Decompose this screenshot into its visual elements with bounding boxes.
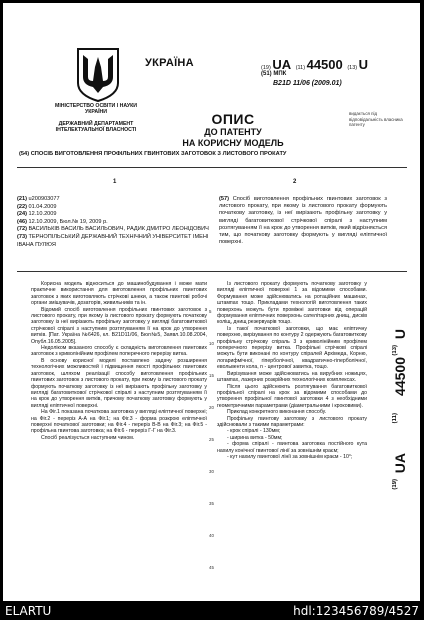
country-code: UA <box>272 57 292 72</box>
trident-emblem-icon <box>75 47 121 103</box>
handle-label: hdl:123456789/4527 <box>293 604 419 618</box>
line-number: 10 <box>209 341 214 346</box>
line-number: 35 <box>209 501 214 506</box>
paragraph: Приклад конкретного виконання способу. <box>227 409 327 416</box>
bibliographic-data <box>17 196 213 249</box>
line-number: 25 <box>209 437 214 442</box>
line-number: 45 <box>209 565 214 570</box>
paragraph: Недоліком вказаного способу є складність виготовлення гвинтових заготовок з криволінійним профілем поперечного перерізу витка. <box>31 345 207 358</box>
description-column-2 <box>217 281 367 460</box>
line-number: 15 <box>209 373 214 378</box>
patent-codes <box>261 57 368 72</box>
paragraph: Після цього здійснюють розтягування багатовиткової профільної спіралі на крок за відомими способами до утворення профільної гвинтової заготовки 4 з необхідними геометричними параметрами (діаметральними і кроковими). <box>217 383 367 409</box>
patent-page: УКРАЇНА МІНІСТЕРСТВО ОСВІТИ І НАУКИ УКРАЇНИ ДЕРЖАВНИЙ ДЕПАРТАМЕНТ ІНТЕЛЕКТУАЛЬНОЇ ВЛАСНОСТІ (19) UA (11) 44500 (13) U (51) МПК B21D 11/06 (2009.01) ОПИС ДО ПАТЕНТУ НА КОРИСНУ МОДЕЛЬ видається під відповідальність власника патенту (54) СПОСІБ ВИГОТОВЛЕННЯ ПРОФІЛЬНИХ ГВИНТОВИХ ЗАГОТОВОК З ЛИСТОВОГО ПРОКАТУ 1 2 (21) u200903077 (22) 01.04.2009 (24) 12.10.2009 (46) 12.10.2009, Бюл.№ 19, 2009 р. (72) ВАСИЛЬКІВ ВАСИЛЬ ВАСИЛЬОВИЧ, РАДИК ДМИТРО ЛЕОНІДОВИЧ (73) ТЕРНОПІЛЬСЬКИЙ ДЕРЖАВНИЙ ТЕХНІЧНИЙ УНІВЕРСИТЕТ ІМЕНІ ІВАНА ПУЛЮЯ (57) Спосіб виготовлення профільних гвинтових заготовок з листового прокату, при якому із листового прокату формують початкову заготовку, із неї вирізають профільну заготовку у вигляді багатовиткової стрічкової спіралі з наступним розтягуванням її на крок до утворення витків, який відрізняється тим, що початкову заготовку формують у вигляді еліптичної поверхні. Корисна модель відноситься до машинобудування і може мати практичне використання для виготовлення профільних гвинтових заготовок з яких виготовляють стрічкові шнеки, а також гвинтові робочі органи змішувачів, дозаторів, живильників та ін. Відомий спосіб виготовлення профільних гвинтових заготовок з листового прокату, при якому із листового прокату формують початкову заготовку із неї вирізають профільну заготовку у вигляді багатовиткової стрічкової спіралі з наступним розтягуванням її на крок до утворення витків. [Пат. Україна №6426, кл. B21D11/06, Бюл№5, Заявл.10.08.2004, Опубл.16.05.2005]. Недоліком вказаного способу є складність виготовлення гвинтових заготовок з криволінійним профілем поперечного перерізу витка. В основу корисної моделі поставлено задачу розширення технологічних можливостей і підвищення якості профільних гвинтових заготовок, шляхом реалізації способу виготовлення профільних гвинтових заготовок з листового прокату, при якому із листового прокату формують початкову заготовку із неї вирізають профільну заготовку у вигляді багатовиткової стрічкової спіралі з наступним розтягуванням її на крок до утворення витків, причому початкову заготовку формують у вигляді еліптичної поверхні. На Фіг.1 показана початкова заготовка у вигляді еліптичної поверхні; на Фіг.2 - переріз А-А на Фіг.1; на Фіг.3 - форма розкрою еліптичної поверхні початкової заготовки; на Фіг.4 - переріз В-В на Фіг.3; на Фіг.5 - профільна гвинтова заготовка; на Фіг.6 - переріз Г-Г на Фіг.3. Спосіб реалізується наступним чином. 5 10 15 20 25 30 35 40 45 Із листового прокату формують початкову заготовку у вигляді еліптичної поверхні 1 за відомими способами. Формування може здійснюватись на ротаційних машинах, штампах тощо. Прикладами технологій виготовлення таких поверхонь можуть бути проміжні заготовки від операцій формування еліптичних поверхонь сателітарних днищ, дисків коліщ, днищ резервуарів тощо. Із такої початкової заготовки, що має еліптичну поверхню, вирізування по контуру 2 одержують багатовиткову профільну стрічкову спіраль 3 з криволінійним профілем поперечного перерізу витка. Профільні стрічкові спіралі можуть бути виконані по контуру спіралей Архімеда, Корню, логарифмічної, гіперболічної, квадратично-гіперболічної, евольвенти кола, n - центрової завитка, тощо. Вирізування може здійснюватись на вирубних ножицях, штампах, лазерних розкрійних технологічних комплексах. Після цього здійснюють розтягування багатовиткової профільної спіралі на крок за відомими способами до утворення профільної гвинтової заготовки 4 з необхідними геометричними параметрами (діаметральними і кроковими). Приклад конкретного виконання способу. Профільну гвинтову заготовку з листового прокату здійснювали з такими параметрами: - крок спіралі - 130мм; - ширина витка - 50мм; - форма спіралі - гвинтова заготовка постійного кута нахилу конічної гвинтової лінії за зовнішнім краєм; - кут нахилу гвинтової лінії за зовнішнім краєм - 10°; (13) U (11) 44500 (19) UA <box>3 3 420 601</box>
paragraph: Відомий спосіб виготовлення профільних гвинтових заготовок з листового прокату, при якому із листового прокату формують початкову заготовку із неї вирізають профільну заготовку у вигляді багатовиткової стрічкової спіралі з наступним розтягуванням її на крок до утворення витків. [Пат. Україна №6426, кл. B21D11/06, Бюл№5, Заявл.10.08.2004, Опубл.16.05.2005]. <box>31 306 207 345</box>
line-number: 30 <box>209 469 214 474</box>
line-number: 20 <box>209 405 214 410</box>
line-number: 5 <box>209 309 212 314</box>
paragraph: - кут нахилу гвинтової лінії за зовнішнім краєм - 10°; <box>227 453 353 460</box>
department-name: ДЕРЖАВНИЙ ДЕПАРТАМЕНТ ІНТЕЛЕКТУАЛЬНОЇ ВЛАСНОСТІ <box>55 121 137 134</box>
ministry-name: МІНІСТЕРСТВО ОСВІТИ І НАУКИ УКРАЇНИ <box>55 103 138 116</box>
paragraph: В основу корисної моделі поставлено задачу розширення технологічних можливостей і підвищення якості профільних гвинтових заготовок, шляхом реалізації способу виготовлення профільних гвинтових заготовок з листового прокату, при якому із листового прокату формують початкову заготовку із неї вирізають профільну заготовку у вигляді багатовиткової стрічкової спіралі з наступним розтягуванням її на крок до утворення витків, причому початкову заготовку формують у вигляді еліптичної поверхні. <box>31 357 207 409</box>
document-title <box>153 111 313 149</box>
paragraph: - ширина витка - 50мм; <box>227 434 283 441</box>
paragraph: На Фіг.1 показана початкова заготовка у вигляді еліптичної поверхні; на Фіг.2 - переріз А-А на Фіг.1; на Фіг.3 - форма розкрою еліптичної поверхні початкової заготовки; на Фіг.4 - переріз В-В на Фіг.3; на Фіг.5 - профільна гвинтова заготовка; на Фіг.6 - переріз Г-Г на Фіг.3. <box>31 409 207 435</box>
biblio-row: (22) 01.04.2009 <box>17 203 57 210</box>
column-number-1: 1 <box>113 179 117 185</box>
patent-number: 44500 <box>306 57 343 72</box>
claim-abstract <box>219 196 387 246</box>
code19-label: (19) <box>261 65 271 71</box>
ipc-class: B21D 11/06 (2009.01) <box>273 80 342 87</box>
country-name: УКРАЇНА <box>145 57 194 69</box>
line-number: 40 <box>209 533 214 538</box>
title-line2: ДО ПАТЕНТУ <box>204 127 262 137</box>
abstract-tag: (57) <box>219 196 229 202</box>
viewer-footer <box>0 602 424 620</box>
title-line1: ОПИС <box>211 111 255 127</box>
repository-label: ELARTU <box>5 604 52 618</box>
code11-label: (11) <box>295 65 306 71</box>
paragraph: Спосіб реалізується наступним чином. <box>41 434 135 441</box>
paragraph: Вирізування може здійснюватись на вирубних ножицях, штампах, лазерних розкрійних технологічних комплексах. <box>217 370 367 384</box>
paragraph: - крок спіралі - 130мм; <box>227 428 281 435</box>
responsibility-note: видається під відповідальність власника патенту <box>349 111 403 128</box>
invention-title: (54) СПОСІБ ВИГОТОВЛЕННЯ ПРОФІЛЬНИХ ГВИНТОВИХ ЗАГОТОВОК З ЛИСТОВОГО ПРОКАТУ <box>19 151 287 157</box>
column-number-2: 2 <box>293 179 297 185</box>
paragraph: Профільну гвинтову заготовку з листового прокату здійснювали з такими параметрами: <box>217 415 367 428</box>
code13-label: (13) <box>347 65 358 71</box>
biblio-row: (24) 12.10.2009 <box>17 211 57 218</box>
title-line3: НА КОРИСНУ МОДЕЛЬ <box>182 138 284 148</box>
kind-code: U <box>358 57 369 72</box>
ipc-label: (51) МПК <box>261 71 287 77</box>
paragraph: Із листового прокату формують початкову заготовку у вигляді еліптичної поверхні 1 за відомими способами. Формування може здійснюватись на ротаційних машинах, штампах тощо. Прикладами технологій виготовлення таких поверхонь можуть бути проміжні заготовки від операцій формування еліптичних поверхонь сателітарних днищ, дисків коліщ, днищ резервуарів тощо. <box>217 281 367 326</box>
divider <box>17 167 407 168</box>
description-column-1 <box>31 281 207 441</box>
biblio-row: (21) u200903077 <box>17 196 60 202</box>
biblio-row: (72) ВАСИЛЬКІВ ВАСИЛЬ ВАСИЛЬОВИЧ, РАДИК ДМИТРО ЛЕОНІДОВИЧ <box>17 226 209 233</box>
divider <box>17 271 407 272</box>
biblio-row: (46) 12.10.2009, Бюл.№ 19, 2009 р. <box>17 218 108 225</box>
paragraph: Із такої початкової заготовки, що має еліптичну поверхню, вирізування по контуру 2 одержують багатовиткову профільну стрічкову спіраль 3 з криволінійним профілем поперечного перерізу витка. Профільні стрічкові спіралі можуть бути виконані по контуру спіралей Архімеда, Корню, логарифмічної, гіперболічної, квадратично-гіперболічної, евольвенти кола, n - центрової завитка, тощо. <box>217 325 367 371</box>
paragraph: Корисна модель відноситься до машинобудування і може мати практичне використання для виготовлення профільних гвинтових заготовок з яких виготовляють стрічкові шнеки, а також гвинтові робочі органи змішувачів, дозаторів, живильників та ін. <box>31 281 207 307</box>
biblio-row: (73) ТЕРНОПІЛЬСЬКИЙ ДЕРЖАВНИЙ ТЕХНІЧНИЙ УНІВЕРСИТЕТ ІМЕНІ ІВАНА ПУЛЮЯ <box>17 233 209 248</box>
paragraph: - форма спіралі - гвинтова заготовка постійного кута нахилу конічної гвинтової лінії за зовнішнім краєм; <box>217 441 367 454</box>
abstract-text: Спосіб виготовлення профільних гвинтових заготовок з листового прокату, при якому із листового прокату формують початкову заготовку, із неї вирізають профільну заготовку у вигляді багатовиткової стрічкової спіралі з наступним розтягуванням її на крок до утворення витків, який відрізняється тим, що початкову заготовку формують у вигляді еліптичної поверхні. <box>219 196 388 246</box>
